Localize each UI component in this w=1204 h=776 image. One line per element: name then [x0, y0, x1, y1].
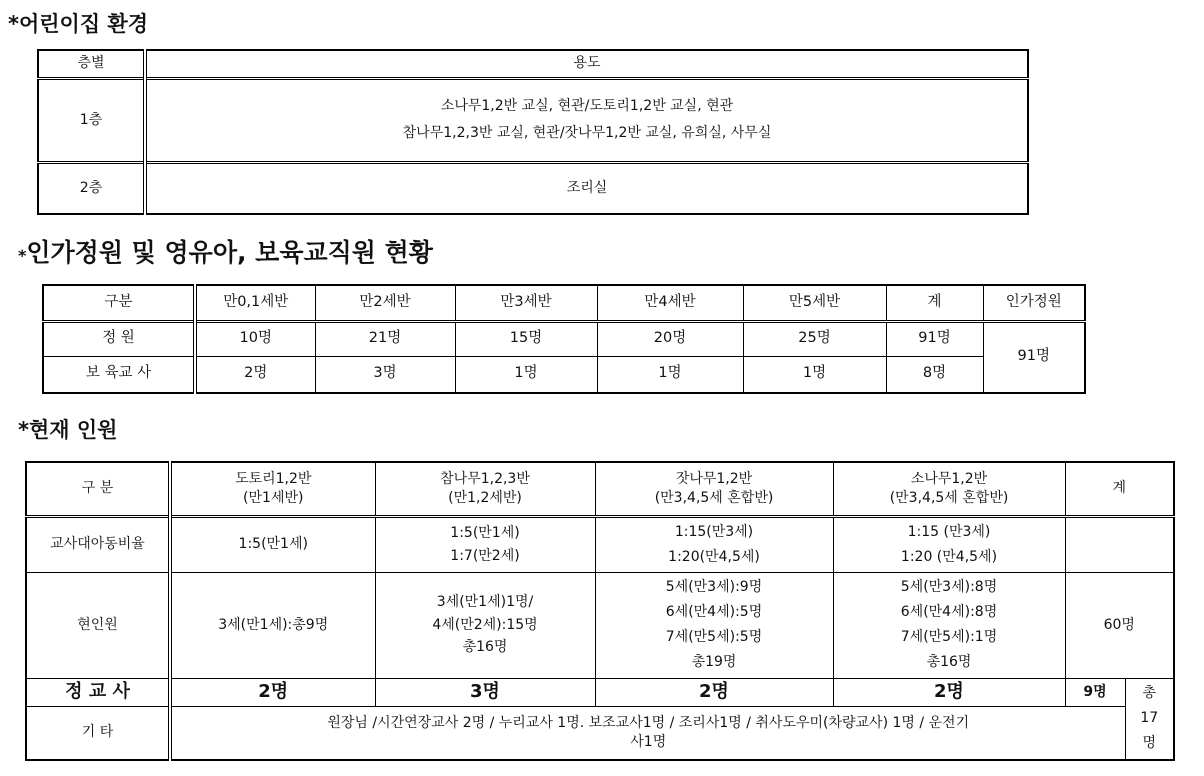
value-cell: 10명: [195, 321, 315, 356]
col-header: 계: [886, 285, 983, 321]
approved-capacity: 91명: [983, 321, 1085, 393]
class-header: 참나무1,2,3반 (만1,2세반): [375, 462, 595, 516]
use-cell: 조리실: [145, 162, 1028, 214]
col-header: 만5세반: [743, 285, 886, 321]
table-row: [26, 572, 1174, 678]
regular-total: 9명: [1065, 678, 1125, 706]
capacity-table: [42, 284, 1086, 394]
value-cell: 25명: [743, 321, 886, 356]
col-header: 구분: [43, 285, 195, 321]
heading-mark: *: [18, 246, 27, 265]
grand-total: 총 17 명: [1125, 678, 1174, 760]
col-header: 구 분: [26, 462, 170, 516]
table-row: [38, 162, 1028, 214]
use-line: 소나무1,2반 교실, 현관/도토리1,2반 교실, 현관: [440, 98, 734, 115]
value-cell: 1명: [455, 356, 597, 393]
col-header-floor: 층별: [38, 50, 145, 78]
ratio-cell: 1:15 (만3세) 1:20 (만4,5세): [833, 516, 1065, 572]
class-header: 도토리1,2반 (만1세반): [170, 462, 375, 516]
col-header: 인가정원: [983, 285, 1085, 321]
section-heading-staff-status: [18, 233, 433, 269]
section-heading-current: *현재 인원: [18, 418, 118, 442]
table-row: [26, 706, 1174, 760]
ratio-cell: 1:15(만3세) 1:20(만4,5세): [595, 516, 833, 572]
table-row: [38, 78, 1028, 162]
col-header: 만2세반: [315, 285, 455, 321]
ratio-cell: 1:5(만1세) 1:7(만2세): [375, 516, 595, 572]
current-cell: 3세(만1세):총9명: [170, 572, 375, 678]
value-cell: 1명: [743, 356, 886, 393]
current-total: 60명: [1065, 572, 1174, 678]
value-cell: 91명: [886, 321, 983, 356]
col-header: 만3세반: [455, 285, 597, 321]
heading-text: 인가정원 및 영유아, 보육교직원 현황: [26, 238, 433, 267]
floor-cell: 1층: [38, 78, 145, 162]
value-cell: 21명: [315, 321, 455, 356]
value-cell: 15명: [455, 321, 597, 356]
use-cell: [145, 78, 1028, 162]
class-header: 잣나무1,2반 (만3,4,5세 혼합반): [595, 462, 833, 516]
section-heading-environment: *어린이집 환경: [8, 12, 149, 36]
table-row: [43, 321, 1085, 356]
class-header: 소나무1,2반 (만3,4,5세 혼합반): [833, 462, 1065, 516]
value-cell: 2명: [195, 356, 315, 393]
etc-cell: 원장님 /시간연장교사 2명 / 누리교사 1명. 보조교사1명 / 조리사1명 / 취사도우미(차량교사) 1명 / 운전기 사1명: [170, 706, 1125, 760]
regular-cell: 3명: [375, 678, 595, 706]
col-header-use: 용도: [145, 50, 1028, 78]
row-label: 교사대아동비율: [26, 516, 170, 572]
value-cell: 8명: [886, 356, 983, 393]
row-label: 정 원: [43, 321, 195, 356]
current-cell: 5세(만3세):8명 6세(만4세):8명 7세(만5세):1명 총16명: [833, 572, 1065, 678]
col-header-total: 계: [1065, 462, 1174, 516]
environment-table: [37, 49, 1029, 215]
col-header: 만0,1세반: [195, 285, 315, 321]
table-row: [26, 516, 1174, 572]
row-label: 정 교 사: [26, 678, 170, 706]
value-cell: 20명: [597, 321, 743, 356]
current-cell: 5세(만3세):9명 6세(만4세):5명 7세(만5세):5명 총19명: [595, 572, 833, 678]
row-label: 기 타: [26, 706, 170, 760]
regular-cell: 2명: [170, 678, 375, 706]
table-row: [26, 678, 1174, 706]
col-header: 만4세반: [597, 285, 743, 321]
use-line: 참나무1,2,3반 교실, 현관/잣나무1,2반 교실, 유희실, 사무실: [402, 125, 772, 141]
value-cell: 1명: [597, 356, 743, 393]
current-cell: 3세(만1세)1명/ 4세(만2세):15명 총16명: [375, 572, 595, 678]
floor-cell: 2층: [38, 162, 145, 214]
table-row: [43, 356, 1085, 393]
regular-cell: 2명: [833, 678, 1065, 706]
row-label: 보 육교 사: [43, 356, 195, 393]
current-enrollment-table: [25, 461, 1175, 761]
value-cell: 3명: [315, 356, 455, 393]
ratio-cell: 1:5(만1세): [170, 516, 375, 572]
regular-cell: 2명: [595, 678, 833, 706]
ratio-total: [1065, 516, 1174, 572]
row-label: 현인원: [26, 572, 170, 678]
